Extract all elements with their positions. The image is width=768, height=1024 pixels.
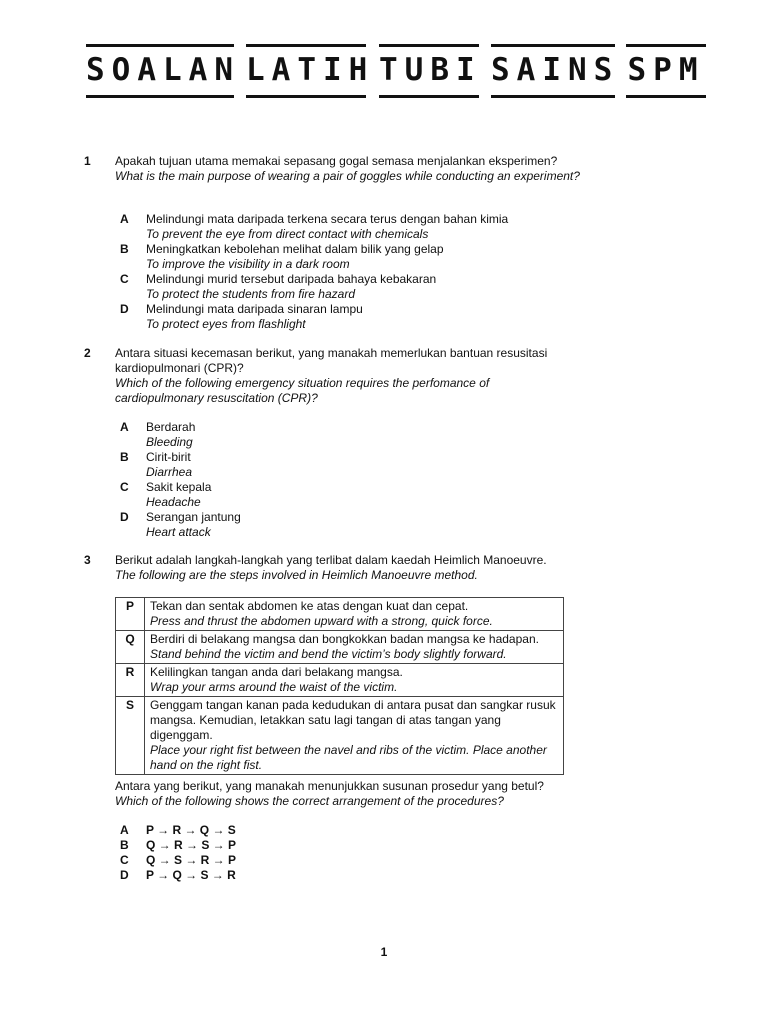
question-number: 1: [84, 154, 91, 168]
option-letter: A: [120, 212, 129, 226]
option-text-ms: Serangan jantung: [146, 510, 241, 524]
option-sequence: P → Q → S → R: [146, 868, 236, 882]
title-word: TUBI: [379, 44, 479, 98]
prompt-en: Which of the following shows the correct arrangement of the procedures?: [115, 794, 504, 808]
step-text-ms: Berdiri di belakang mangsa dan bongkokkan badan mangsa ke hadapan.: [150, 632, 539, 646]
option-letter: C: [120, 480, 129, 494]
option-text-ms: Melindungi murid tersebut daripada bahaya kebakaran: [146, 272, 437, 286]
option-letter: B: [120, 242, 129, 256]
option-letter: D: [120, 510, 129, 524]
question-prompt: [115, 779, 575, 809]
table-row: [116, 664, 564, 697]
step-text-en: Wrap your arms around the waist of the victim.: [150, 680, 398, 694]
page-title: [86, 44, 706, 100]
question-number: 2: [84, 346, 91, 360]
option-letter: D: [120, 302, 129, 316]
step-label: R: [116, 664, 145, 697]
option-text-en: Diarrhea: [146, 465, 193, 479]
step-cell: [145, 697, 564, 775]
option-letter: B: [120, 450, 129, 464]
table-row: [116, 598, 564, 631]
option-letter: A: [120, 420, 129, 434]
option-text-en: To protect eyes from flashlight: [146, 317, 306, 331]
option-letter: B: [120, 838, 129, 852]
option-text-ms: Melindungi mata daripada terkena secara terus dengan bahan kimia: [146, 212, 509, 226]
title-word: SAINS: [491, 44, 615, 98]
step-cell: [145, 598, 564, 631]
step-text-en: Place your right fist between the navel and ribs of the victim. Place another hand on the right fist.: [150, 743, 547, 772]
step-label: S: [116, 697, 145, 775]
question-number: 3: [84, 553, 91, 567]
option-text-ms: Cirit-birit: [146, 450, 191, 464]
option-letter: A: [120, 823, 129, 837]
option-sequence: Q → S → R → P: [146, 853, 237, 867]
question-text-en: Which of the following emergency situation requires the perfomance of cardiopulmonary resuscitation (CPR)?: [115, 376, 490, 405]
step-cell: [145, 631, 564, 664]
title-word: SOALAN: [86, 44, 234, 98]
step-label: Q: [116, 631, 145, 664]
question-text-en: The following are the steps involved in Heimlich Manoeuvre method.: [115, 568, 478, 582]
question-text: [115, 154, 595, 184]
step-text-ms: Genggam tangan kanan pada kedudukan di antara pusat dan sangkar rusuk mangsa. Kemudian, letakkan satu lagi tangan di atas tangan yang digenggam.: [150, 698, 556, 742]
step-text-ms: Tekan dan sentak abdomen ke atas dengan kuat dan cepat.: [150, 599, 469, 613]
option-letter: C: [120, 272, 129, 286]
option-sequence: Q → R → S → P: [146, 838, 237, 852]
question-text-ms: Berikut adalah langkah-langkah yang terlibat dalam kaedah Heimlich Manoeuvre.: [115, 553, 547, 567]
option-text-ms: Meningkatkan kebolehan melihat dalam bilik yang gelap: [146, 242, 444, 256]
title-word: SPM: [626, 44, 706, 98]
step-text-en: Stand behind the victim and bend the victim’s body slightly forward.: [150, 647, 507, 661]
option-text-ms: Melindungi mata daripada sinaran lampu: [146, 302, 363, 316]
page-number: 1: [380, 945, 388, 959]
option-letter: D: [120, 868, 129, 882]
option-text-en: Headache: [146, 495, 201, 509]
option-text-en: Bleeding: [146, 435, 193, 449]
question-text-en: What is the main purpose of wearing a pair of goggles while conducting an experiment?: [115, 169, 580, 183]
step-text-en: Press and thrust the abdomen upward with a strong, quick force.: [150, 614, 493, 628]
option-text-en: Heart attack: [146, 525, 211, 539]
option-text-en: To prevent the eye from direct contact with chemicals: [146, 227, 429, 241]
option-text-en: To protect the students from fire hazard: [146, 287, 355, 301]
option-letter: C: [120, 853, 129, 867]
prompt-ms: Antara yang berikut, yang manakah menunjukkan susunan prosedur yang betul?: [115, 779, 544, 793]
question-text-ms: Apakah tujuan utama memakai sepasang gogal semasa menjalankan eksperimen?: [115, 154, 558, 168]
question-text: [115, 346, 560, 406]
question-text: [115, 553, 595, 583]
question-text-ms: Antara situasi kecemasan berikut, yang manakah memerlukan bantuan resusitasi kardiopulmonari (CPR)?: [115, 346, 548, 375]
option-sequence: P → R → Q → S: [146, 823, 236, 837]
table-row: [116, 697, 564, 775]
title-word: LATIH: [246, 44, 366, 98]
steps-table: [115, 597, 564, 775]
option-text-ms: Sakit kepala: [146, 480, 212, 494]
step-text-ms: Kelilingkan tangan anda dari belakang mangsa.: [150, 665, 403, 679]
option-text-en: To improve the visibility in a dark room: [146, 257, 350, 271]
option-text-ms: Berdarah: [146, 420, 196, 434]
step-label: P: [116, 598, 145, 631]
table-row: [116, 631, 564, 664]
step-cell: [145, 664, 564, 697]
